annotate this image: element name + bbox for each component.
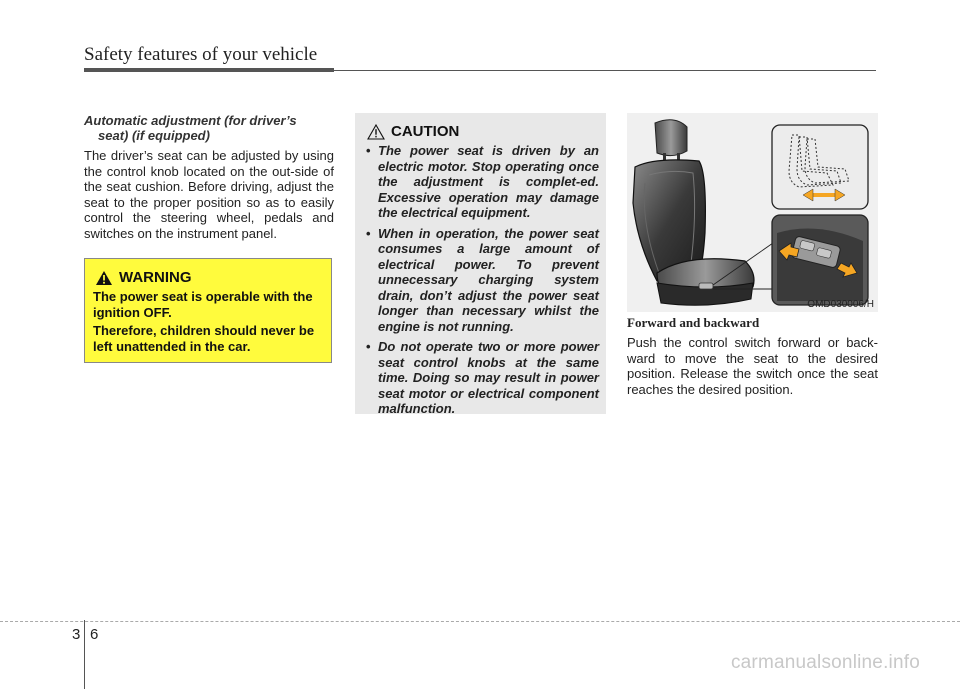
warning-text-2: Therefore, children should never be left unattended in the car. (93, 323, 315, 354)
warning-text-1: The power seat is operable with the ignition OFF. (93, 289, 313, 320)
page-number: 6 (90, 626, 99, 643)
warning-box (84, 258, 332, 363)
page-header-title: Safety features of your vehicle (84, 44, 318, 65)
caution-item: • When in operation, the power seat consumes a large amount of electrical power. To prevent unnecessary charging system drain, don’t adjust the power seat longer than necessary whilst the engine is not running. (365, 226, 599, 335)
caution-triangle-icon (367, 124, 385, 140)
intro-paragraph: The driver’s seat can be adjusted by using the control knob located on the out-side of the seat cushion. Before driving, adjust the seat to the proper position so as to easily control the steering wheel, pedals and switches on the instrument panel. (84, 148, 334, 241)
caution-title: CAUTION (391, 123, 460, 140)
forward-backward-column (627, 315, 878, 397)
footer-dashed-rule (0, 621, 960, 622)
footer-vertical-rule (84, 620, 85, 689)
chapter-number: 3 (72, 626, 81, 643)
intro-column (84, 113, 334, 241)
forward-backward-heading: Forward and backward (627, 315, 760, 330)
subheading-line-2: seat) (if equipped) (98, 128, 210, 143)
caution-list (365, 143, 599, 417)
warning-triangle-icon (95, 270, 113, 286)
caution-box (355, 113, 606, 414)
section-subheading (84, 113, 334, 143)
seat-illustration (627, 113, 878, 312)
header-rule-thin (334, 70, 876, 71)
caution-header (367, 123, 599, 140)
warning-header (93, 269, 323, 286)
power-seat-image (627, 113, 878, 312)
forward-backward-paragraph: Push the control switch forward or back-ward to move the seat to the desired position. Release the switch once the seat reaches the desired position. (627, 335, 878, 397)
caution-item: • The power seat is driven by an electric motor. Stop operating once the adjustment is complet-ed. Excessive operation may damage the electrical equipment. (365, 143, 599, 221)
warning-title: WARNING (119, 269, 192, 286)
figure-code: OMD030006/H (807, 299, 874, 310)
caution-item: • Do not operate two or more power seat control knobs at the same time. Doing so may result in power seat motor or electrical component malfunction. (365, 339, 599, 417)
header-rule-thick (84, 68, 334, 72)
subheading-line-1: Automatic adjustment (for driver’s (84, 113, 297, 128)
site-watermark: carmanualsonline.info (730, 652, 920, 673)
